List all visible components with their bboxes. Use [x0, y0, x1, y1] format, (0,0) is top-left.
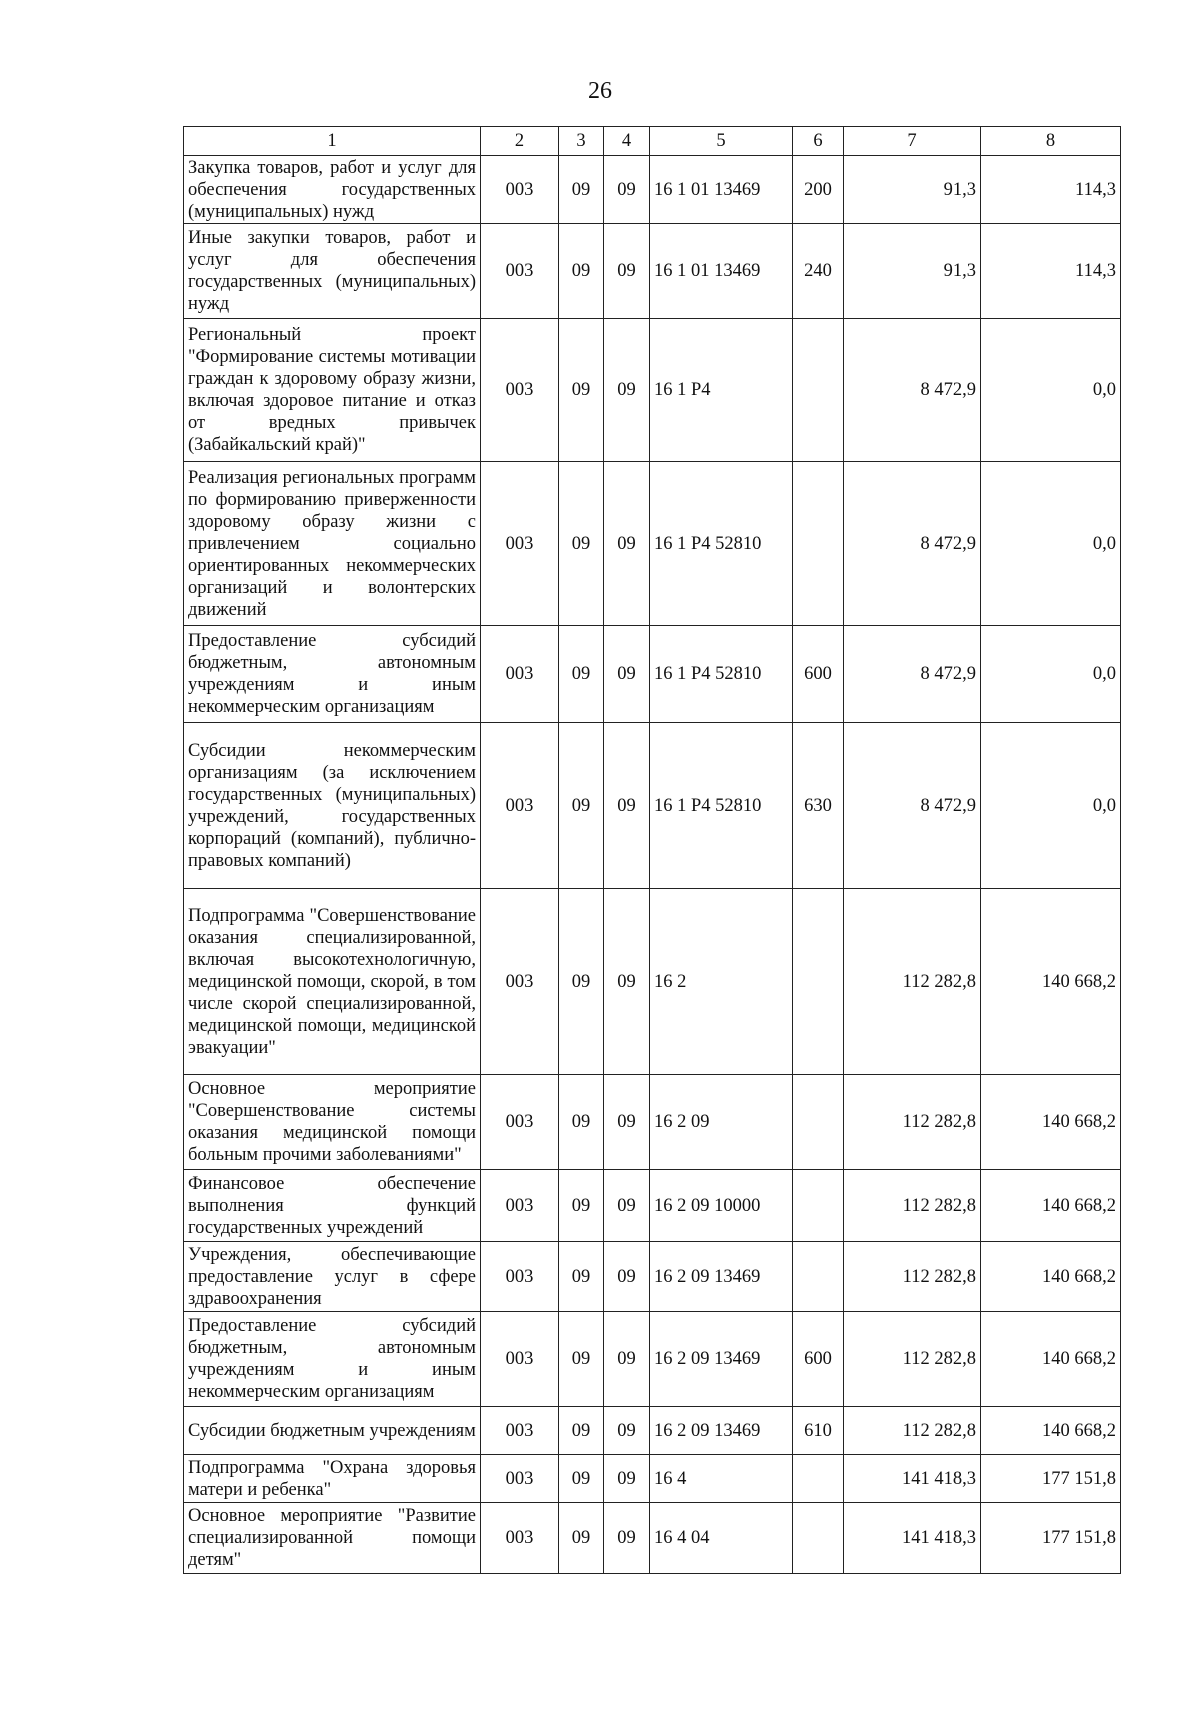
- table-row: [184, 1455, 1121, 1503]
- cell-col5: 16 1 P4 52810: [650, 462, 793, 626]
- cell-col6: [793, 1170, 844, 1242]
- row-name: Реализация региональных программ по формированию приверженности здоровому образу жизни с привлечением социально ориентированных некоммерческих организаций и волонтерских движений: [184, 462, 481, 626]
- cell-col5: 16 4: [650, 1455, 793, 1503]
- cell-col6: 200: [793, 156, 844, 224]
- header-cell-3: 3: [559, 127, 604, 156]
- cell-col2: 003: [481, 1503, 559, 1574]
- header-cell-5: 5: [650, 127, 793, 156]
- cell-col8: 114,3: [981, 224, 1121, 319]
- cell-col2: 003: [481, 1170, 559, 1242]
- cell-col7: 8 472,9: [844, 319, 981, 462]
- cell-col5: 16 2: [650, 889, 793, 1075]
- cell-col7: 141 418,3: [844, 1503, 981, 1574]
- cell-col4: 09: [604, 462, 650, 626]
- cell-col8: 140 668,2: [981, 1407, 1121, 1455]
- cell-col5: 16 2 09 13469: [650, 1242, 793, 1312]
- cell-col4: 09: [604, 156, 650, 224]
- table-row: [184, 1075, 1121, 1170]
- cell-col2: 003: [481, 1075, 559, 1170]
- table-row: [184, 626, 1121, 723]
- cell-col7: 8 472,9: [844, 626, 981, 723]
- cell-col5: 16 2 09 13469: [650, 1312, 793, 1407]
- table-row: [184, 319, 1121, 462]
- table-row: [184, 1312, 1121, 1407]
- table-row: [184, 1407, 1121, 1455]
- cell-col4: 09: [604, 723, 650, 889]
- cell-col4: 09: [604, 1170, 650, 1242]
- cell-col3: 09: [559, 319, 604, 462]
- cell-col6: [793, 1455, 844, 1503]
- cell-col2: 003: [481, 723, 559, 889]
- cell-col7: 91,3: [844, 156, 981, 224]
- row-name: Иные закупки товаров, работ и услуг для обеспечения государственных (муниципальных) нужд: [184, 224, 481, 319]
- table-row: [184, 462, 1121, 626]
- cell-col2: 003: [481, 626, 559, 723]
- cell-col6: [793, 1242, 844, 1312]
- cell-col4: 09: [604, 889, 650, 1075]
- cell-col8: 114,3: [981, 156, 1121, 224]
- header-cell-2: 2: [481, 127, 559, 156]
- cell-col7: 8 472,9: [844, 723, 981, 889]
- table-row: [184, 723, 1121, 889]
- cell-col4: 09: [604, 1503, 650, 1574]
- page-number: 26: [588, 78, 612, 104]
- cell-col7: 141 418,3: [844, 1455, 981, 1503]
- cell-col2: 003: [481, 1312, 559, 1407]
- table-row: [184, 156, 1121, 224]
- cell-col6: 610: [793, 1407, 844, 1455]
- cell-col4: 09: [604, 319, 650, 462]
- cell-col8: 177 151,8: [981, 1503, 1121, 1574]
- cell-col3: 09: [559, 462, 604, 626]
- cell-col6: [793, 889, 844, 1075]
- header-cell-4: 4: [604, 127, 650, 156]
- cell-col3: 09: [559, 723, 604, 889]
- budget-table: [183, 126, 1121, 1574]
- cell-col6: [793, 462, 844, 626]
- cell-col5: 16 1 01 13469: [650, 156, 793, 224]
- row-name: Субсидии бюджетным учреждениям: [184, 1407, 481, 1455]
- cell-col3: 09: [559, 1242, 604, 1312]
- cell-col8: 0,0: [981, 319, 1121, 462]
- cell-col8: 140 668,2: [981, 889, 1121, 1075]
- row-name: Региональный проект "Формирование системы мотивации граждан к здоровому образу жизни, включая здоровое питание и отказ от вредных привычек (Забайкальский край)": [184, 319, 481, 462]
- header-row: [184, 127, 1121, 156]
- row-name: Финансовое обеспечение выполнения функций государственных учреждений: [184, 1170, 481, 1242]
- cell-col2: 003: [481, 224, 559, 319]
- cell-col5: 16 1 01 13469: [650, 224, 793, 319]
- cell-col3: 09: [559, 1455, 604, 1503]
- row-name: Подпрограмма "Совершенствование оказания специализированной, включая высокотехнологичную, медицинской помощи, скорой, в том числе скорой специализированной, медицинской помощи, медицинской эвакуации": [184, 889, 481, 1075]
- row-name: Субсидии некоммерческим организациям (за исключением государственных (муниципальных) учреждений, государственных корпораций (компаний), публично-правовых компаний): [184, 723, 481, 889]
- row-name: Предоставление субсидий бюджетным, автономным учреждениям и иным некоммерческим организациям: [184, 626, 481, 723]
- cell-col5: 16 2 09 13469: [650, 1407, 793, 1455]
- cell-col4: 09: [604, 1075, 650, 1170]
- cell-col7: 91,3: [844, 224, 981, 319]
- row-name: Закупка товаров, работ и услуг для обеспечения государственных (муниципальных) нужд: [184, 156, 481, 224]
- cell-col6: [793, 1503, 844, 1574]
- header-cell-8: 8: [981, 127, 1121, 156]
- cell-col4: 09: [604, 1455, 650, 1503]
- cell-col5: 16 2 09: [650, 1075, 793, 1170]
- cell-col5: 16 2 09 10000: [650, 1170, 793, 1242]
- cell-col4: 09: [604, 224, 650, 319]
- cell-col6: [793, 319, 844, 462]
- cell-col6: 600: [793, 1312, 844, 1407]
- cell-col5: 16 1 P4: [650, 319, 793, 462]
- row-name: Подпрограмма "Охрана здоровья матери и ребенка": [184, 1455, 481, 1503]
- table-row: [184, 224, 1121, 319]
- cell-col8: 140 668,2: [981, 1075, 1121, 1170]
- row-name: Предоставление субсидий бюджетным, автономным учреждениям и иным некоммерческим организациям: [184, 1312, 481, 1407]
- cell-col7: 112 282,8: [844, 1170, 981, 1242]
- cell-col2: 003: [481, 156, 559, 224]
- cell-col8: 177 151,8: [981, 1455, 1121, 1503]
- cell-col4: 09: [604, 626, 650, 723]
- table-row: [184, 1503, 1121, 1574]
- cell-col8: 140 668,2: [981, 1312, 1121, 1407]
- table-row: [184, 889, 1121, 1075]
- row-name: Основное мероприятие "Совершенствование системы оказания медицинской помощи больным прочими заболеваниями": [184, 1075, 481, 1170]
- cell-col4: 09: [604, 1242, 650, 1312]
- cell-col6: 600: [793, 626, 844, 723]
- cell-col4: 09: [604, 1407, 650, 1455]
- cell-col6: 240: [793, 224, 844, 319]
- cell-col5: 16 1 P4 52810: [650, 723, 793, 889]
- cell-col7: 8 472,9: [844, 462, 981, 626]
- cell-col5: 16 1 P4 52810: [650, 626, 793, 723]
- cell-col2: 003: [481, 1455, 559, 1503]
- table-row: [184, 1242, 1121, 1312]
- cell-col3: 09: [559, 1170, 604, 1242]
- cell-col2: 003: [481, 1407, 559, 1455]
- header-cell-6: 6: [793, 127, 844, 156]
- cell-col3: 09: [559, 1075, 604, 1170]
- cell-col7: 112 282,8: [844, 1407, 981, 1455]
- cell-col6: [793, 1075, 844, 1170]
- cell-col6: 630: [793, 723, 844, 889]
- cell-col3: 09: [559, 1312, 604, 1407]
- cell-col8: 0,0: [981, 723, 1121, 889]
- header-cell-7: 7: [844, 127, 981, 156]
- row-name: Основное мероприятие "Развитие специализированной помощи детям": [184, 1503, 481, 1574]
- cell-col3: 09: [559, 889, 604, 1075]
- cell-col4: 09: [604, 1312, 650, 1407]
- cell-col2: 003: [481, 889, 559, 1075]
- cell-col3: 09: [559, 1407, 604, 1455]
- cell-col3: 09: [559, 1503, 604, 1574]
- cell-col2: 003: [481, 462, 559, 626]
- table-row: [184, 1170, 1121, 1242]
- row-name: Учреждения, обеспечивающие предоставление услуг в сфере здравоохранения: [184, 1242, 481, 1312]
- cell-col2: 003: [481, 1242, 559, 1312]
- cell-col3: 09: [559, 156, 604, 224]
- header-cell-1: 1: [184, 127, 481, 156]
- cell-col7: 112 282,8: [844, 889, 981, 1075]
- cell-col7: 112 282,8: [844, 1075, 981, 1170]
- cell-col5: 16 4 04: [650, 1503, 793, 1574]
- cell-col8: 0,0: [981, 626, 1121, 723]
- cell-col3: 09: [559, 626, 604, 723]
- cell-col8: 140 668,2: [981, 1170, 1121, 1242]
- cell-col7: 112 282,8: [844, 1312, 981, 1407]
- cell-col3: 09: [559, 224, 604, 319]
- cell-col2: 003: [481, 319, 559, 462]
- cell-col8: 140 668,2: [981, 1242, 1121, 1312]
- cell-col8: 0,0: [981, 462, 1121, 626]
- cell-col7: 112 282,8: [844, 1242, 981, 1312]
